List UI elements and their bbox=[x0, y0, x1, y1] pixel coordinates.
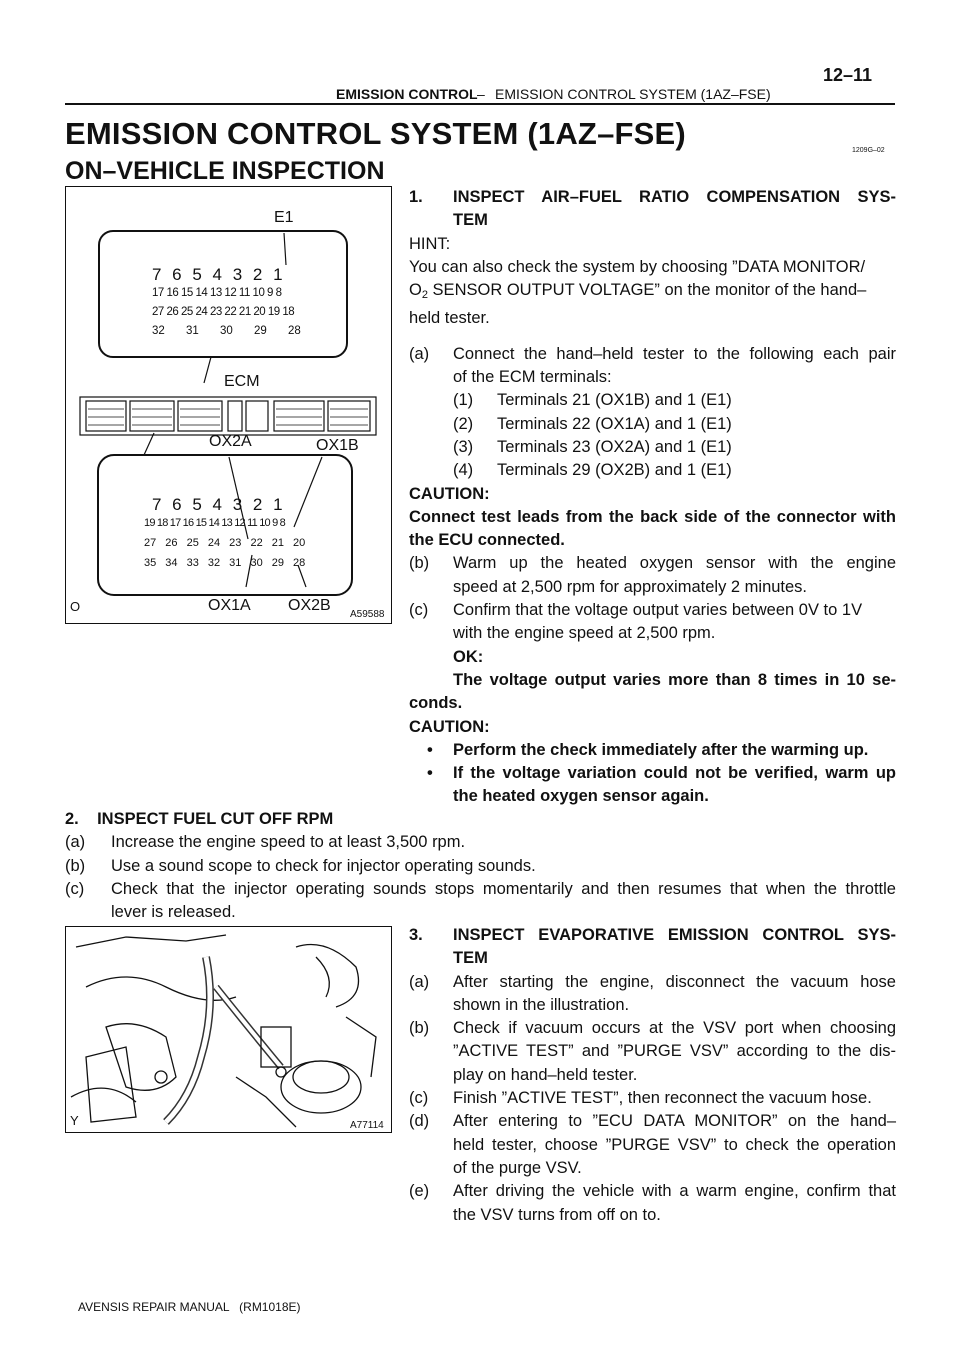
step1-a: (a) Connect the hand–held tester to the following each pair of the ECM terminals: bbox=[409, 344, 896, 387]
caution2-bullet-1: • Perform the check immediately after the warming up. bbox=[427, 740, 869, 759]
top-pin-row-2: 17 16 15 14 13 12 11 10 9 8 bbox=[152, 287, 282, 299]
illus-line bbox=[76, 935, 226, 947]
terminal-1: (1) Terminals 21 (OX1B) and 1 (E1) bbox=[453, 391, 732, 410]
step1-heading-line1: INSPECT AIR–FUEL RATIO COMPENSATION SYS- bbox=[453, 188, 896, 206]
engine-bay-illustration bbox=[66, 927, 391, 1132]
step3-item-b: (b) Check if vacuum occurs at the VSV port when choosing ”ACTIVE TEST” and ”PURGE VSV” according to the dis- play on hand–held tester. bbox=[409, 1019, 896, 1084]
terminal-3: (3) Terminals 23 (OX2A) and 1 (E1) bbox=[453, 437, 732, 456]
figure-vacuum-hose bbox=[65, 926, 392, 1133]
label-ox2a: OX2A bbox=[209, 433, 252, 450]
figure-ecm-connector bbox=[65, 186, 392, 624]
top-pin-row-3: 27 26 25 24 23 22 21 20 19 18 bbox=[152, 306, 295, 318]
leader-e1 bbox=[284, 233, 286, 265]
ok-line2: conds. bbox=[409, 694, 463, 713]
figure-corner-mark: O bbox=[70, 599, 81, 614]
caution2-bullet-2: • If the voltage variation could not be verified, warm up the heated oxygen sensor again. bbox=[427, 764, 896, 806]
leader-ecm-bottom bbox=[144, 433, 154, 455]
step2-c: (c) Check that the injector operating sounds stops momentarily and then resumes that when the throttle lever is released. bbox=[65, 879, 896, 922]
step1-heading bbox=[409, 186, 896, 233]
bottom-pin-row-1: 7 6 5 4 3 2 1 bbox=[152, 495, 286, 514]
hint-line1: You can also check the system by choosing ”DATA MONITOR/ bbox=[409, 257, 866, 276]
step3-heading: 3. INSPECT EVAPORATIVE EMISSION CONTROL SYS- TEM bbox=[409, 926, 896, 968]
step3-item-a: (a) After starting the engine, disconnect the vacuum hose shown in the illustration. bbox=[409, 972, 896, 1014]
step1-block bbox=[409, 186, 896, 809]
section-subtitle: ON–VEHICLE INSPECTION bbox=[65, 157, 385, 185]
label-e1: E1 bbox=[274, 209, 294, 226]
label-ox1a: OX1A bbox=[208, 597, 251, 614]
step3-item-c: (c) Finish ”ACTIVE TEST”, then reconnect the vacuum hose. bbox=[409, 1089, 872, 1108]
ok-line1: The voltage output varies more than 8 times in 10 se- bbox=[453, 670, 896, 689]
step2-b: (b) Use a sound scope to check for injector operating sounds. bbox=[65, 856, 536, 875]
step3-item-e: (e) After driving the vehicle with a warm engine, confirm that the VSV turns from off on to. bbox=[409, 1182, 896, 1224]
step1-number: 1. bbox=[409, 188, 423, 206]
step3-item-d: (d) After entering to ”ECU DATA MONITOR” on the hand– held tester, choose ”PURGE VSV” to check the operation of the purge VSV. bbox=[409, 1112, 896, 1177]
figure2-corner-mark: Y bbox=[70, 1113, 79, 1128]
bottom-pin-row-3: 27 26 25 24 23 22 21 20 bbox=[144, 537, 306, 549]
hint-line2: $O_2$ SENSOR OUTPUT VOLTAGE” on the monitor of the hand– bbox=[409, 281, 867, 302]
step3-block bbox=[409, 924, 896, 1227]
header-subsection: EMISSION CONTROL SYSTEM (1AZ–FSE) bbox=[495, 86, 771, 102]
ecm-unit bbox=[80, 397, 376, 435]
step2-block bbox=[65, 808, 896, 924]
caution-line2: the ECU connected. bbox=[409, 531, 565, 550]
leader-ecm-top bbox=[204, 357, 211, 383]
page-number: 12–11 bbox=[823, 65, 873, 85]
top-pin-row-1: 7 6 5 4 3 2 1 bbox=[152, 265, 286, 284]
doc-id: 1209G–02 bbox=[852, 147, 885, 154]
label-ox2b: OX2B bbox=[288, 597, 331, 614]
label-ox1b: OX1B bbox=[316, 437, 359, 454]
hint-line3: held tester. bbox=[409, 309, 490, 328]
footer-manual-id: AVENSIS REPAIR MANUAL (RM1018E) bbox=[78, 1300, 301, 1314]
bottom-pin-row-2: 19 18 17 16 15 14 13 12 11 10 9 8 bbox=[144, 517, 285, 529]
step2-heading: 2. INSPECT FUEL CUT OFF RPM bbox=[65, 810, 334, 828]
header-rule bbox=[65, 103, 895, 105]
top-pin-row-4: 32 31 30 29 28 bbox=[152, 325, 301, 337]
caution2-label: CAUTION: bbox=[409, 717, 490, 736]
caution-line1: Connect test leads from the back side of the connector with bbox=[409, 507, 896, 526]
step2-a: (a) Increase the engine speed to at least 3,500 rpm. bbox=[65, 833, 466, 852]
leader-ox1b bbox=[294, 457, 322, 527]
step1-heading-line2: TEM bbox=[453, 211, 488, 230]
label-ecm: ECM bbox=[224, 373, 260, 390]
header-separator: – bbox=[477, 86, 485, 102]
figure-code: A59588 bbox=[350, 609, 385, 620]
terminal-2: (2) Terminals 22 (OX1A) and 1 (E1) bbox=[453, 414, 732, 433]
terminal-4: (4) Terminals 29 (OX2B) and 1 (E1) bbox=[453, 461, 732, 480]
caution-label: CAUTION: bbox=[409, 484, 490, 503]
page-title: EMISSION CONTROL SYSTEM (1AZ–FSE) bbox=[65, 116, 686, 151]
figure2-code: A77114 bbox=[350, 1120, 384, 1131]
bottom-pin-row-4: 35 34 33 32 31 30 29 28 bbox=[144, 557, 306, 569]
hint-label: HINT: bbox=[409, 234, 451, 253]
header-section: EMISSION CONTROL bbox=[336, 86, 478, 102]
ok-label: OK: bbox=[453, 647, 484, 666]
step1-c: (c) Confirm that the voltage output varies between 0V to 1V with the engine speed at 2,500 rpm. OK: The voltage output varies more than 8 times in 10 se- bbox=[409, 599, 896, 692]
step1-b: (b) Warm up the heated oxygen sensor with the engine speed at 2,500 rpm for approximately 2 minutes. bbox=[409, 554, 896, 596]
